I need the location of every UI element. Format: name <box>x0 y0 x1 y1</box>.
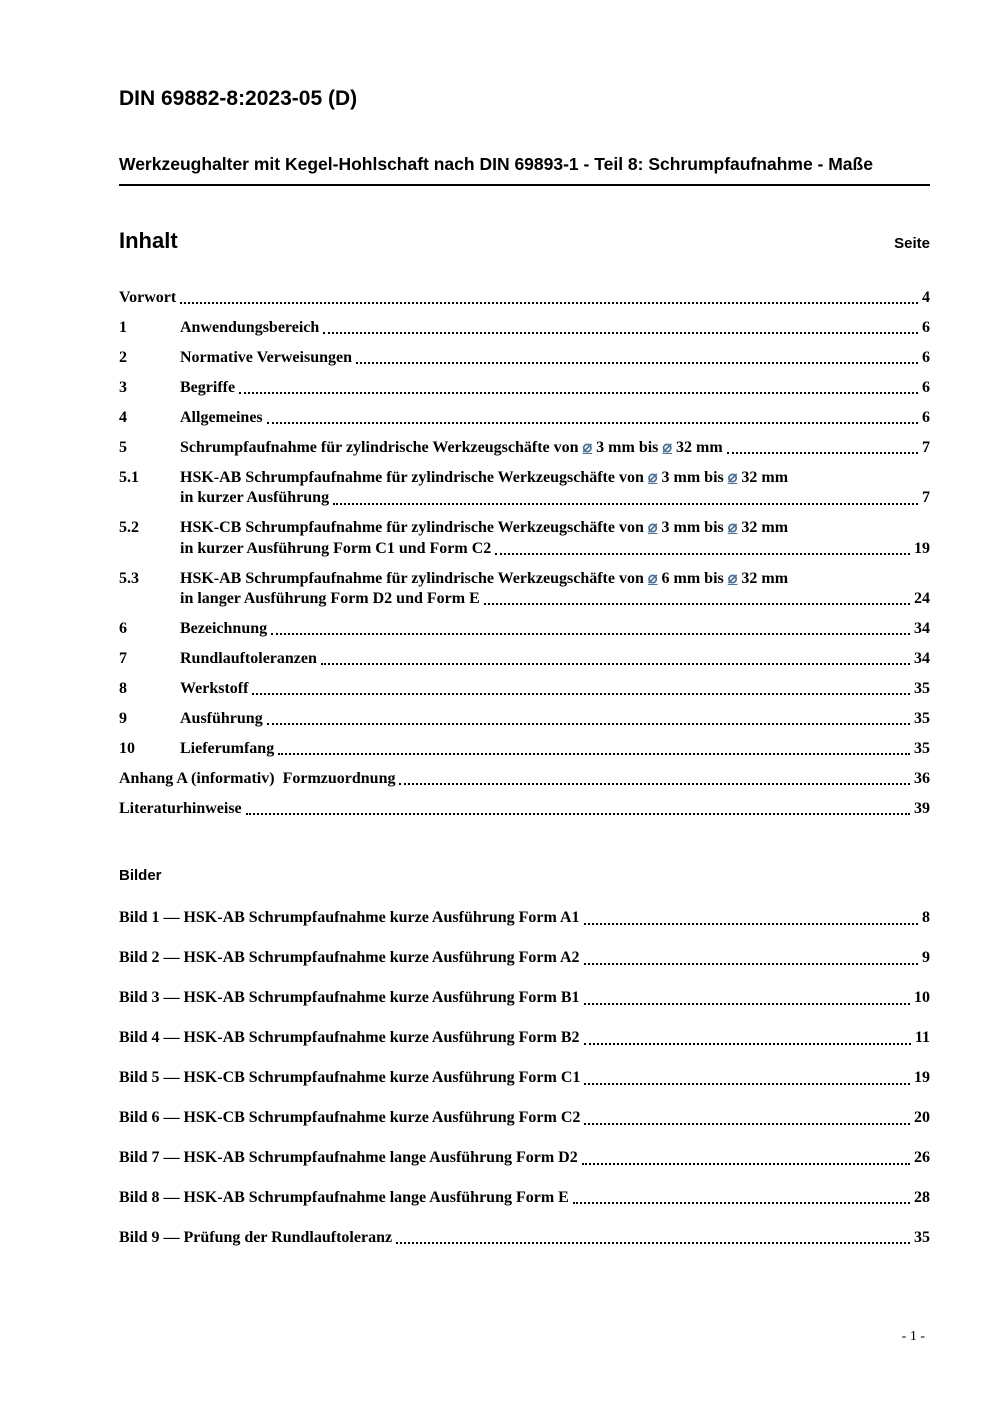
toc-entry-line <box>180 589 930 609</box>
diameter-symbol: ⌀ <box>727 569 738 587</box>
toc-entry-number: 5.3 <box>119 569 139 587</box>
toc-leader-dots <box>267 422 918 424</box>
toc-entry-line <box>180 739 930 759</box>
bilder-page-number: 19 <box>914 1069 930 1087</box>
toc-entry-line <box>180 438 930 458</box>
page-content <box>119 0 930 1268</box>
toc-page-number: 34 <box>914 649 930 667</box>
toc-entry-body <box>180 378 930 398</box>
toc-page-number: 35 <box>914 679 930 697</box>
bilder-entry <box>119 908 930 928</box>
toc-leader-dots <box>484 603 910 605</box>
bilder-entry-text: Bild 7 — HSK-AB Schrumpfaufnahme lange Ausführung Form D2 <box>119 1149 578 1167</box>
bilder-entry-text: Bild 6 — HSK-CB Schrumpfaufnahme kurze Ausführung Form C2 <box>119 1109 581 1127</box>
toc-entry-text: Bezeichnung <box>180 619 268 637</box>
bilder-list <box>119 908 930 1248</box>
toc-page-number: 35 <box>914 709 930 727</box>
toc-header-row <box>119 228 930 254</box>
bilder-leader-dots <box>584 963 918 965</box>
toc-entry-text: Schrumpfaufnahme für zylindrische Werkzeugschäfte von ⌀ 3 mm bis ⌀ 32 mm <box>180 438 723 456</box>
toc-entry-line <box>180 408 930 428</box>
toc-entry-text: Anwendungsbereich <box>180 318 320 336</box>
toc-page-number: 39 <box>914 799 930 817</box>
bilder-entry-text: Bild 5 — HSK-CB Schrumpfaufnahme kurze Ausführung Form C1 <box>119 1069 581 1087</box>
toc-entry <box>119 619 930 639</box>
toc-entry-line <box>119 799 930 819</box>
document-title: DIN 69882-8:2023-05 (D) <box>119 87 358 110</box>
toc-entry-text: in kurzer Ausführung <box>180 489 330 507</box>
toc-page-column-label: Seite <box>894 234 930 252</box>
bilder-page-number: 11 <box>914 1029 930 1047</box>
bilder-leader-dots <box>584 1003 910 1005</box>
toc-entry-body <box>180 619 930 639</box>
toc-entry <box>119 408 930 428</box>
toc-entry-number: 6 <box>119 619 127 637</box>
toc-entry-text: in kurzer Ausführung Form C1 und Form C2 <box>180 539 492 557</box>
toc-entry <box>119 799 930 819</box>
toc-entry-body <box>119 799 930 819</box>
bilder-leader-dots <box>573 1202 910 1204</box>
toc-entry <box>119 438 930 458</box>
toc-entry-text: Literaturhinweise <box>119 799 242 817</box>
toc-entry-body <box>180 569 930 610</box>
toc-page-number: 7 <box>922 438 930 456</box>
toc-entry-number: 1 <box>119 318 127 336</box>
bilder-page-number: 28 <box>914 1189 930 1206</box>
diameter-symbol: ⌀ <box>647 519 658 537</box>
bilder-entry <box>119 1108 930 1128</box>
toc-entry-line <box>180 619 930 639</box>
toc-entry-body <box>180 318 930 338</box>
toc-leader-dots <box>252 693 910 695</box>
toc-page-number: 36 <box>914 769 930 787</box>
bilder-page-number: 10 <box>914 989 930 1007</box>
toc-entry-line <box>180 488 930 508</box>
bilder-entry <box>119 1148 930 1168</box>
toc-entry-line <box>180 709 930 729</box>
toc-leader-dots <box>323 332 918 334</box>
toc-entry <box>119 709 930 729</box>
toc-entry <box>119 378 930 398</box>
toc-entry-number: 5.2 <box>119 519 139 537</box>
bilder-entry <box>119 1228 930 1248</box>
toc-entry-body <box>180 438 930 458</box>
toc-entry <box>119 649 930 669</box>
toc-page-number: 4 <box>922 288 930 306</box>
toc-entry-body <box>180 468 930 509</box>
toc-entry <box>119 739 930 759</box>
toc-leader-dots <box>333 503 918 505</box>
toc-leader-dots <box>356 362 918 364</box>
toc-entry-line <box>180 539 930 559</box>
toc-entry-body <box>180 739 930 759</box>
document-subtitle: Werkzeughalter mit Kegel-Hohlschaft nach DIN 69893-1 - Teil 8: Schrumpfaufnahme - Maße <box>119 153 930 186</box>
bilder-entry <box>119 948 930 968</box>
toc-entry-body <box>180 348 930 368</box>
toc-entry-text: Begriffe <box>180 378 236 396</box>
toc-page-number: 19 <box>914 539 930 557</box>
toc-entry-text: Werkstoff <box>180 679 249 697</box>
toc-entry-text: Vorwort <box>119 288 177 306</box>
bilder-entry <box>119 1188 930 1208</box>
toc-entry-line <box>180 679 930 699</box>
toc-page-number: 6 <box>922 378 930 396</box>
bilder-leader-dots <box>582 1163 910 1165</box>
toc-entry-line <box>119 769 930 789</box>
toc-entry <box>119 569 930 610</box>
toc-entry-number: 3 <box>119 378 127 396</box>
toc-entry <box>119 679 930 699</box>
toc-leader-dots <box>278 753 910 755</box>
toc-page-number: 35 <box>914 739 930 757</box>
diameter-symbol: ⌀ <box>582 438 593 456</box>
toc-page-number: 24 <box>914 589 930 607</box>
toc-entry <box>119 518 930 559</box>
toc-entry-line <box>180 348 930 368</box>
toc-entry-number: 5 <box>119 438 127 456</box>
diameter-symbol: ⌀ <box>647 468 658 486</box>
bilder-page-number: 26 <box>914 1149 930 1167</box>
bilder-entry-text: Bild 3 — HSK-AB Schrumpfaufnahme kurze Ausführung Form B1 <box>119 989 580 1007</box>
toc-entry-text: in langer Ausführung Form D2 und Form E <box>180 589 480 607</box>
bilder-leader-dots <box>584 1043 911 1045</box>
toc-entry-number: 2 <box>119 348 127 366</box>
toc-entry-line <box>180 569 930 589</box>
toc-page-number: 6 <box>922 318 930 336</box>
toc-leader-dots <box>271 633 910 635</box>
bilder-entry <box>119 1028 930 1048</box>
toc-entry-number: 8 <box>119 679 127 697</box>
bilder-entry <box>119 988 930 1008</box>
diameter-symbol: ⌀ <box>647 569 658 587</box>
bilder-entry-text: Bild 4 — HSK-AB Schrumpfaufnahme kurze Ausführung Form B2 <box>119 1029 580 1047</box>
toc-entry <box>119 348 930 368</box>
toc-page-number: 34 <box>914 619 930 637</box>
toc-leader-dots <box>727 452 918 454</box>
toc-entry <box>119 769 930 789</box>
bilder-leader-dots <box>584 923 918 925</box>
toc-entry-text: HSK-CB Schrumpfaufnahme für zylindrische Werkzeugschäfte von ⌀ 3 mm bis ⌀ 32 mm <box>180 519 789 537</box>
toc-leader-dots <box>495 553 910 555</box>
bilder-entry <box>119 1068 930 1088</box>
toc-leader-dots <box>246 813 910 815</box>
toc-entry-number: 10 <box>119 739 135 757</box>
bilder-entry-text: Bild 1 — HSK-AB Schrumpfaufnahme kurze Ausführung Form A1 <box>119 909 580 927</box>
toc-entry-text: HSK-AB Schrumpfaufnahme für zylindrische Werkzeugschäfte von ⌀ 3 mm bis ⌀ 32 mm <box>180 468 789 486</box>
bilder-page-number: 8 <box>922 909 930 927</box>
toc-entry-text: Allgemeines <box>180 408 263 426</box>
diameter-symbol: ⌀ <box>727 468 738 486</box>
toc-entry-body <box>180 408 930 428</box>
toc-page-number: 7 <box>922 489 930 507</box>
bilder-page-number: 9 <box>922 949 930 967</box>
toc-entry <box>119 318 930 338</box>
toc-entry-text: Rundlauftoleranzen <box>180 649 317 667</box>
toc-entry <box>119 288 930 308</box>
toc-entry-body <box>119 769 930 789</box>
toc-entry-line <box>180 318 930 338</box>
toc-entry-text: Ausführung <box>180 709 263 727</box>
toc-entry-text: Lieferumfang <box>180 739 275 757</box>
toc-entry-line <box>119 288 930 308</box>
toc-leader-dots <box>180 302 918 304</box>
toc-entry-text: Normative Verweisungen <box>180 348 352 366</box>
toc-entry-line <box>180 518 930 538</box>
bilder-entry-text: Bild 2 — HSK-AB Schrumpfaufnahme kurze Ausführung Form A2 <box>119 949 580 967</box>
toc-entry-number: 9 <box>119 709 127 727</box>
toc-leader-dots <box>267 723 910 725</box>
toc-entry-text: HSK-AB Schrumpfaufnahme für zylindrische Werkzeugschäfte von ⌀ 6 mm bis ⌀ 32 mm <box>180 569 789 587</box>
toc-entry-body <box>180 518 930 559</box>
toc-entry-line <box>180 468 930 488</box>
toc-page-number: 6 <box>922 408 930 426</box>
bilder-entry-text: Bild 9 — Prüfung der Rundlauftoleranz <box>119 1228 393 1246</box>
diameter-symbol: ⌀ <box>662 438 673 456</box>
toc-leader-dots <box>399 783 910 785</box>
toc-entry-body <box>180 709 930 729</box>
toc-leader-dots <box>239 392 918 394</box>
toc-page-number: 6 <box>922 348 930 366</box>
bilder-leader-dots <box>396 1242 910 1244</box>
bilder-entry-text: Bild 8 — HSK-AB Schrumpfaufnahme lange Ausführung Form E <box>119 1189 569 1206</box>
bilder-leader-dots <box>584 1083 910 1085</box>
toc-entry-number: 5.1 <box>119 468 139 486</box>
toc-entry-body <box>180 679 930 699</box>
bilder-heading: Bilder <box>119 867 162 885</box>
toc-entry-number: 4 <box>119 408 127 426</box>
toc-list <box>119 288 930 819</box>
toc-leader-dots <box>321 663 910 665</box>
toc-entry-body <box>180 649 930 669</box>
toc-entry-number: 7 <box>119 649 127 667</box>
toc-entry-text: Anhang A (informativ) Formzuordnung <box>119 769 396 787</box>
bilder-page-number: 20 <box>914 1109 930 1127</box>
page-number-footer: - 1 - <box>901 1329 925 1344</box>
toc-entry-body <box>119 288 930 308</box>
toc-heading: Inhalt <box>119 227 178 253</box>
bilder-page-number: 35 <box>914 1228 930 1246</box>
toc-entry-line <box>180 649 930 669</box>
toc-entry-line <box>180 378 930 398</box>
diameter-symbol: ⌀ <box>727 519 738 537</box>
bilder-leader-dots <box>584 1123 910 1125</box>
toc-entry <box>119 468 930 509</box>
